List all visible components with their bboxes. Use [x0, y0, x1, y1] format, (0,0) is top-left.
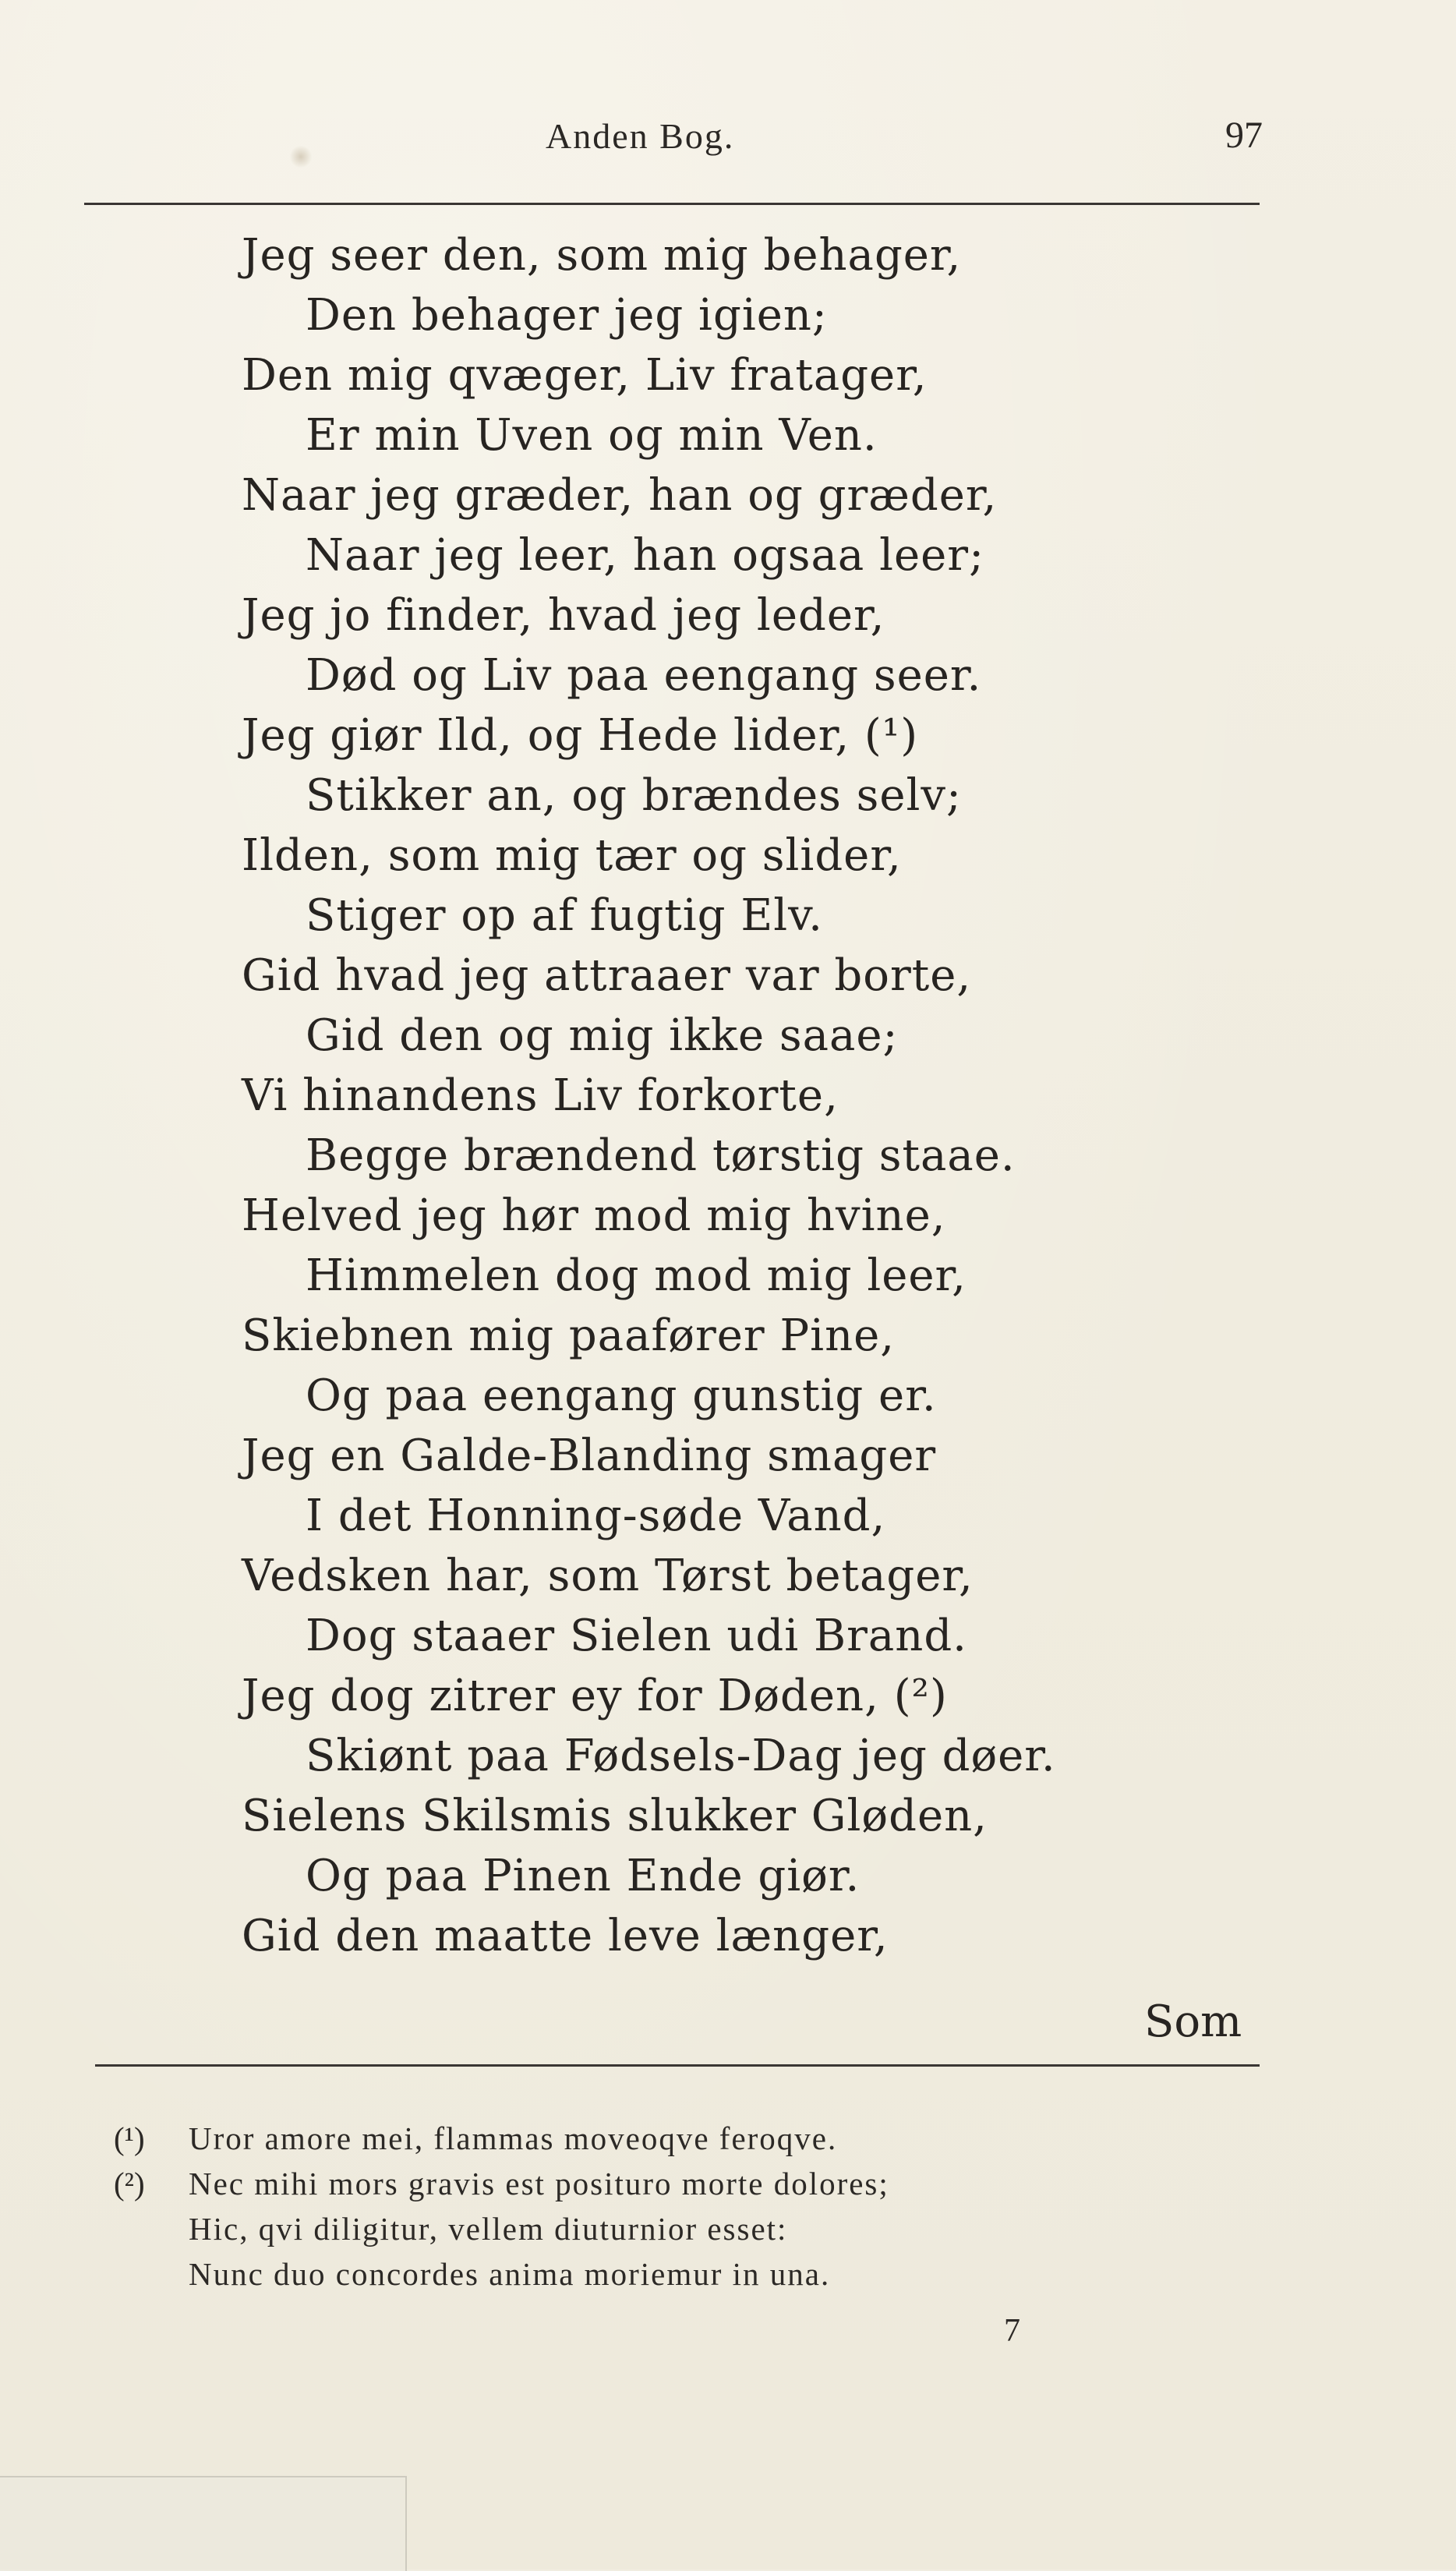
running-header: Anden Bog.	[546, 116, 735, 156]
footnote-1	[114, 2116, 1127, 2161]
verse-line: Naar jeg græder, han og græder,	[242, 470, 998, 521]
verse-line: Gid den og mig ikke saae;	[306, 1010, 899, 1061]
page-number: 97	[1225, 115, 1263, 156]
footnote-rule	[95, 2064, 1260, 2067]
verse-line: Stikker an, og brændes selv;	[306, 770, 962, 821]
footnote-2-continued	[114, 2251, 1127, 2297]
verse-line: Dog staaer Sielen udi Brand.	[306, 1611, 967, 1661]
verse-line: Skiønt paa Fødsels-Dag jeg døer.	[306, 1731, 1056, 1781]
verse-line: Jeg giør Ild, og Hede lider, (¹)	[242, 710, 919, 761]
verse-line: Begge brændend tørstig staae.	[306, 1130, 1016, 1181]
footnote-text: Nec mihi mors gravis est posituro morte dolores;	[189, 2166, 889, 2201]
verse-line: Jeg dog zitrer ey for Døden, (²)	[242, 1671, 948, 1721]
printer-signature-mark: 7	[1004, 2313, 1020, 2349]
footnote-marker: (¹)	[114, 2120, 145, 2156]
footnote-text: Nunc duo concordes anima moriemur in una.	[189, 2256, 831, 2292]
footnote-text: Uror amore mei, flammas moveoqve feroqve.	[189, 2120, 838, 2156]
underlying-sheet-corner	[0, 2476, 407, 2571]
verse-line: Gid den maatte leve længer,	[242, 1911, 889, 1961]
verse-line: Og paa Pinen Ende giør.	[306, 1851, 861, 1901]
verse-line: Gid hvad jeg attraaer var borte,	[242, 950, 972, 1001]
verse-line: Skiebnen mig paafører Pine,	[242, 1310, 896, 1361]
verse-line: I det Honning-søde Vand,	[306, 1491, 886, 1541]
verse-line: Jeg en Galde-Blanding smager	[242, 1430, 937, 1481]
verse-line: Jeg seer den, som mig behager,	[242, 230, 962, 281]
verse-line: Den behager jeg igien;	[306, 290, 828, 341]
footnotes	[114, 2116, 1127, 2297]
verse-line: Og paa eengang gunstig er.	[306, 1370, 937, 1421]
footnote-marker	[114, 2251, 189, 2297]
verse-line: Vi hinandens Liv forkorte,	[242, 1070, 839, 1121]
verse-line: Himmelen dog mod mig leer,	[306, 1250, 967, 1301]
verse-line: Død og Liv paa eengang seer.	[306, 650, 982, 701]
verse-line: Vedsken har, som Tørst betager,	[242, 1551, 974, 1601]
footnote-text: Hic, qvi diligitur, vellem diuturnior esset:	[189, 2211, 788, 2247]
verse-line: Helved jeg hør mod mig hvine,	[242, 1190, 946, 1241]
footnote-marker: (²)	[114, 2166, 145, 2201]
verse-line: Naar jeg leer, han ogsaa leer;	[306, 530, 984, 581]
verse-line: Den mig qvæger, Liv fratager,	[242, 350, 928, 401]
footnote-marker	[114, 2206, 189, 2251]
footnote-2	[114, 2161, 1127, 2206]
catchword: Som	[1144, 1996, 1242, 2047]
footnote-2-continued	[114, 2206, 1127, 2251]
verse-line: Er min Uven og min Ven.	[306, 410, 878, 461]
verse-line: Jeg jo finder, hvad jeg leder,	[242, 590, 885, 641]
verse-line: Stiger op af fugtig Elv.	[306, 890, 823, 941]
verse-line: Sielens Skilsmis slukker Gløden,	[242, 1791, 988, 1841]
verse-line: Ilden, som mig tær og slider,	[242, 830, 902, 881]
